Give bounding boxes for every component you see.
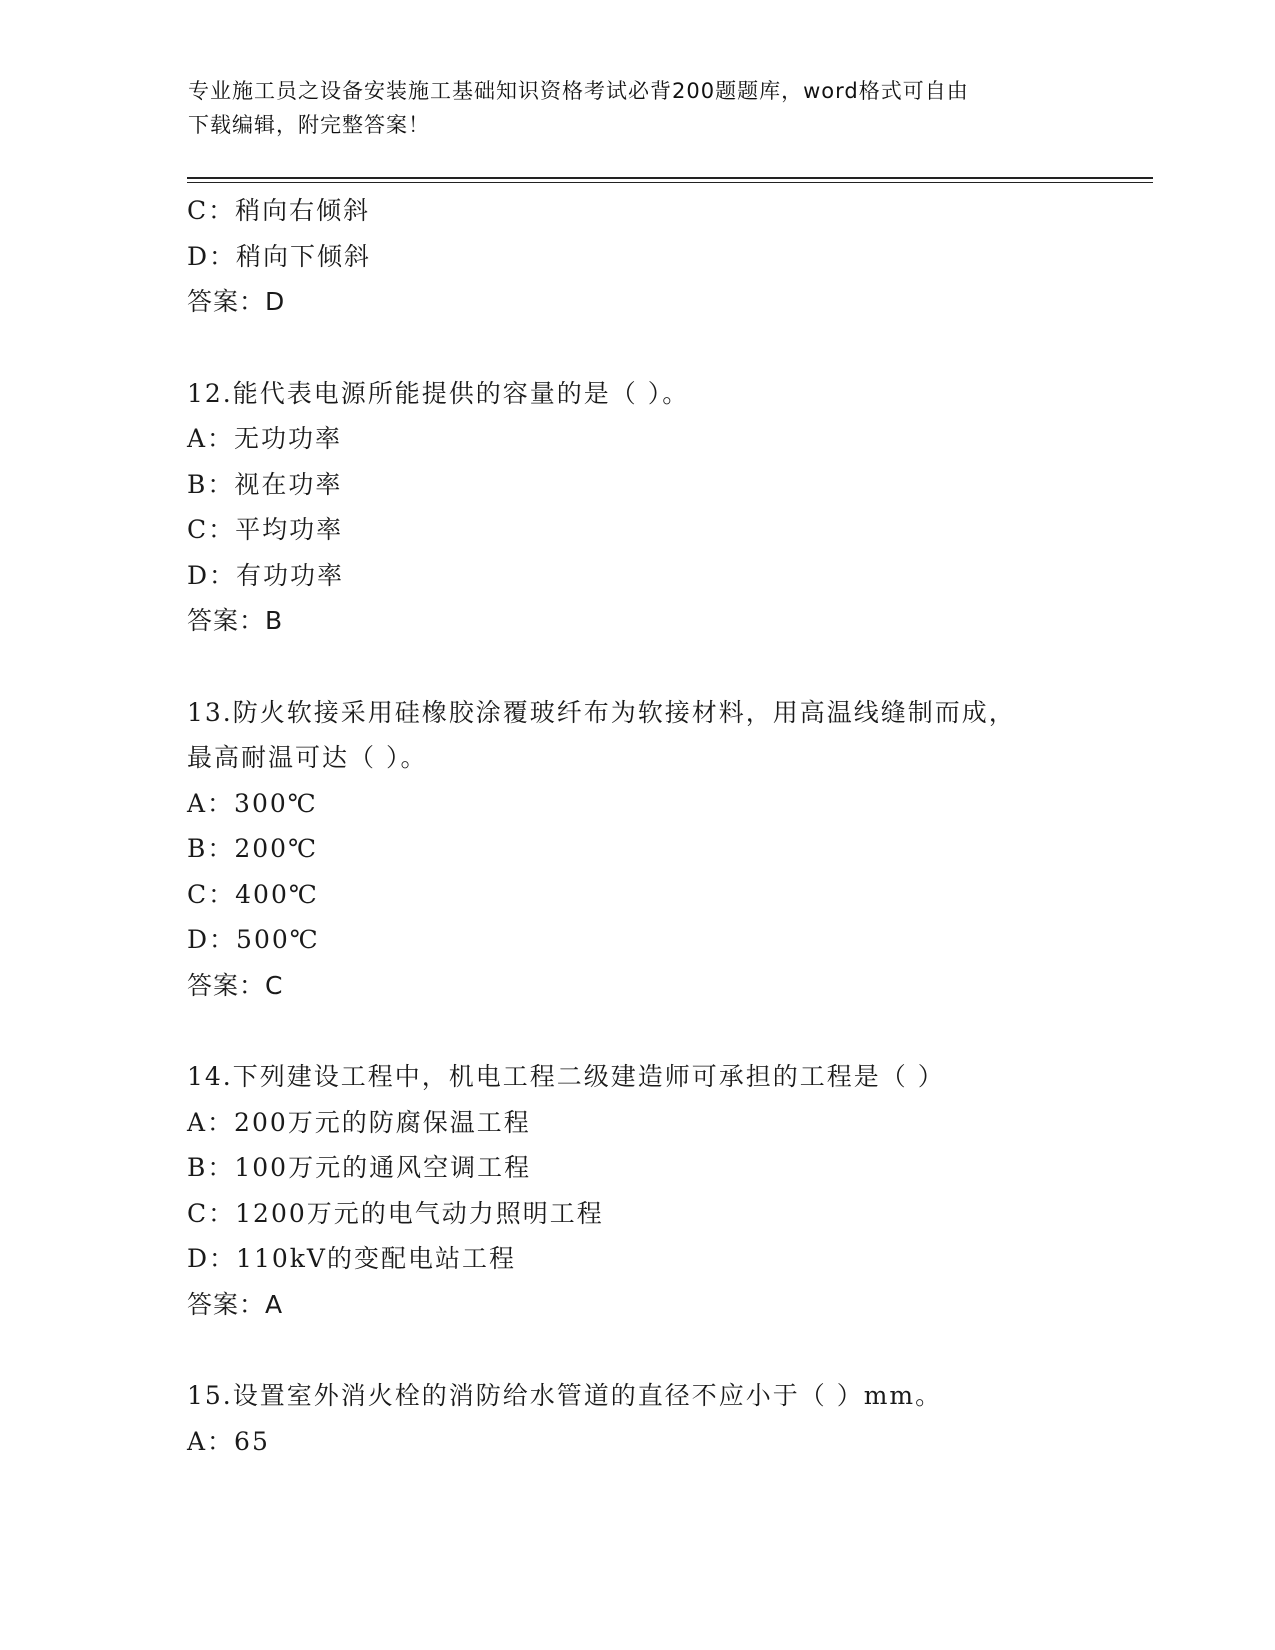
q14-answer: 答案：A [187,1289,284,1319]
q13-question-line-2: 最高耐温可达（ ）。 [187,743,428,772]
spacer [187,1327,1087,1373]
question-list [187,188,1087,1464]
q13-question-line-1: 13.防火软接采用硅橡胶涂覆玻纤布为软接材料，用高温线缝制而成， [187,697,1016,727]
q12-option-a: A：无功功率 [187,424,343,453]
question-13-block [187,690,1087,1009]
q14-question: 14.下列建设工程中，机电工程二级建造师可承担的工程是（ ） [187,1062,945,1091]
q12-option-d: D：有功功率 [187,560,345,590]
question-14-block [187,1054,1087,1327]
document-header [188,74,1068,142]
header-line-2: 下载编辑，附完整答案！ [188,113,430,137]
question-15-block [187,1373,1087,1464]
q12-answer: 答案：B [187,606,284,635]
q15-option-a: A：65 [187,1426,270,1456]
q12-option-c: C：平均功率 [187,515,344,544]
q11-option-d: D：稍向下倾斜 [187,241,372,271]
spacer [187,1008,1087,1054]
q13-option-a: A：300℃ [187,788,318,818]
q15-question: 15.设置室外消火栓的消防给水管道的直径不应小于（ ）mm。 [187,1381,943,1410]
q11-option-c: C：稍向右倾斜 [187,196,371,225]
spacer [187,644,1087,690]
q13-option-b: B：200℃ [187,834,319,863]
q13-option-c: C：400℃ [187,879,319,909]
q12-option-b: B：视在功率 [187,469,343,499]
question-11-block [187,188,1087,325]
header-line-1: 专业施工员之设备安装施工基础知识资格考试必背200题题库，word格式可自由 [188,79,969,103]
question-12-block [187,371,1087,644]
q12-question: 12.能代表电源所能提供的容量的是（ ）。 [187,378,690,408]
q13-option-d: D：500℃ [187,925,320,954]
header-divider-thick [187,177,1153,179]
q11-answer: 答案：D [187,287,286,316]
q14-option-d: D：110kV的变配电站工程 [187,1244,516,1273]
spacer [187,325,1087,371]
q13-answer: 答案：C [187,970,284,1000]
q14-option-b: B：100万元的通风空调工程 [187,1153,532,1182]
q14-option-a: A：200万元的防腐保温工程 [187,1107,531,1137]
header-divider-thin [187,182,1153,183]
q14-option-c: C：1200万元的电气动力照明工程 [187,1198,604,1228]
